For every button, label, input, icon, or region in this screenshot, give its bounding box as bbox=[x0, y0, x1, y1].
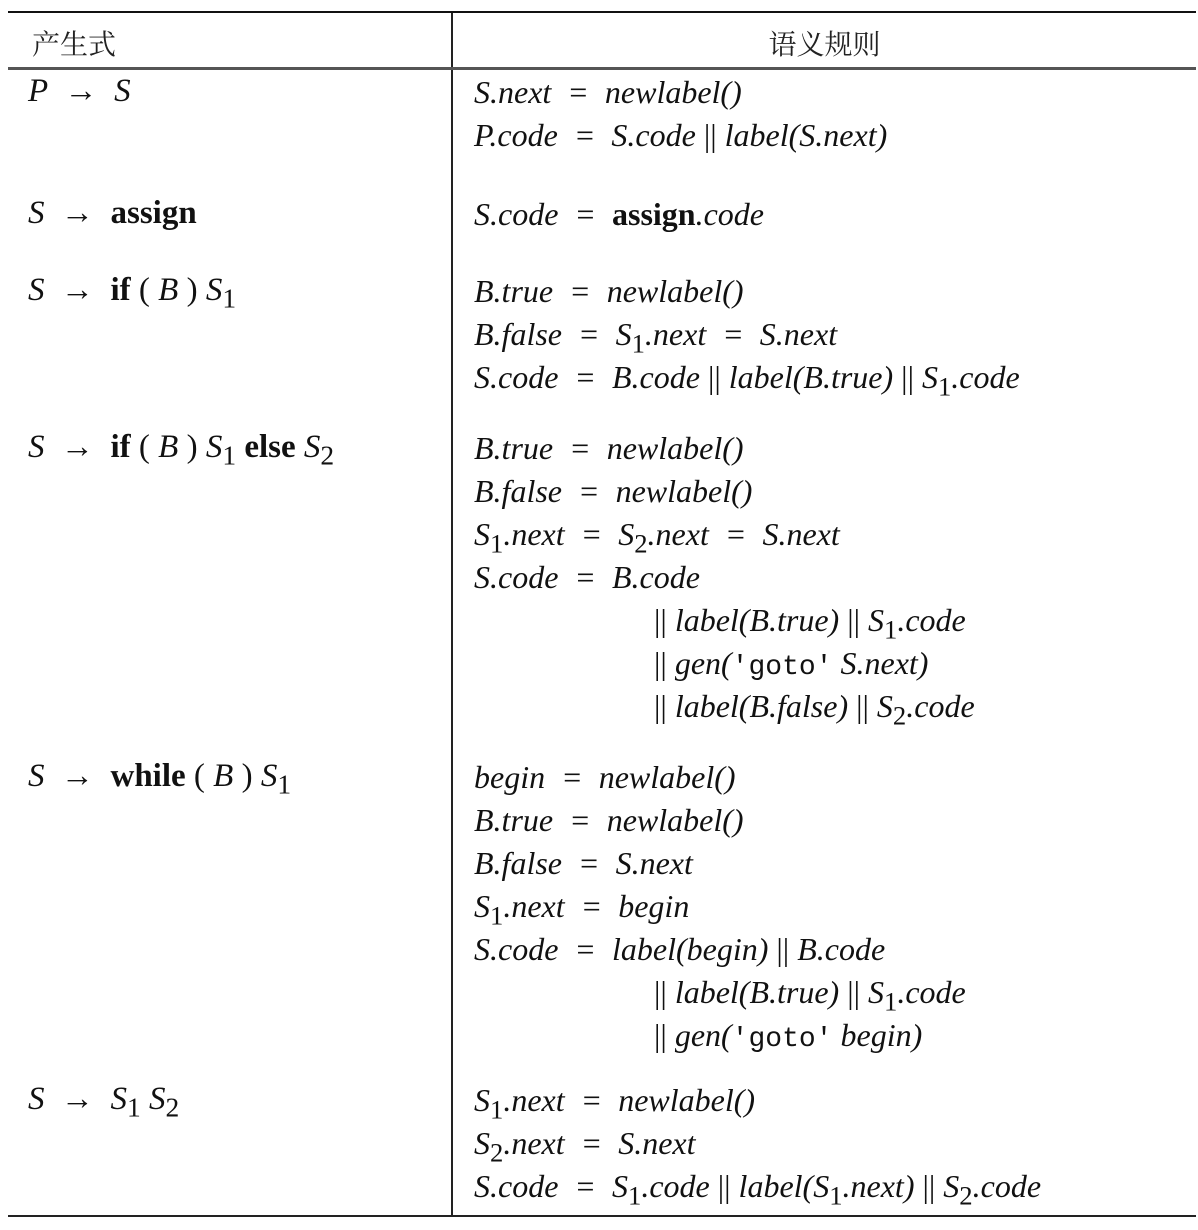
rule-line: S.code = label(begin) || B.code bbox=[474, 931, 886, 967]
production-s-if-else: S → if ( B ) $S_1$ else $S_2$ bbox=[28, 429, 335, 471]
sdd-table bbox=[8, 11, 1196, 1217]
rule-line: B.true = newlabel() bbox=[474, 430, 744, 466]
rule-line: S.code = assign.code bbox=[474, 196, 764, 232]
rule-line: begin = newlabel() bbox=[474, 759, 736, 795]
rule-line: $S_1.next$ = $S_2.next$ = S.next bbox=[474, 516, 840, 559]
rule-line: B.true = newlabel() bbox=[474, 273, 744, 309]
production-s-if: S → if ( B ) $S_1$ bbox=[28, 272, 237, 314]
rule-line: || gen('goto' begin) bbox=[654, 1017, 923, 1055]
rule-line: || label(B.true) || $S_1.code$ bbox=[654, 974, 966, 1017]
rule-line: P.code = S.code || label(S.next) bbox=[474, 117, 888, 153]
rule-line: B.false = S.next bbox=[474, 845, 693, 881]
production-p-s: P → S bbox=[28, 73, 131, 109]
production-s-while: S → while ( B ) $S_1$ bbox=[28, 758, 292, 800]
header-production: 产生式 bbox=[32, 28, 117, 61]
rule-line: S.code = B.code || label(B.true) || $S_1.code$ bbox=[474, 359, 1020, 402]
rule-line: S.code = B.code bbox=[474, 559, 700, 595]
rule-line: || gen('goto' S.next) bbox=[654, 645, 929, 683]
rule-line: $S_1.next$ = newlabel() bbox=[474, 1082, 756, 1125]
rule-line: B.false = $S_1.next$ = S.next bbox=[474, 316, 838, 359]
bottom-rule bbox=[8, 1215, 1196, 1217]
rule-line: B.true = newlabel() bbox=[474, 802, 744, 838]
rule-line: S.code = $S_1.code$ || $label(S_1.next)$ || $S_2.code$ bbox=[474, 1168, 1042, 1211]
column-divider bbox=[451, 13, 453, 1215]
header-semantic-rules: 语义规则 bbox=[768, 28, 881, 61]
rule-line: $S_2.next$ = S.next bbox=[474, 1125, 696, 1168]
production-s-seq: $S \to S_1$ $S_2$ bbox=[28, 1081, 180, 1123]
top-rule bbox=[8, 11, 1196, 13]
rule-line: || label(B.false) || $S_2.code$ bbox=[654, 688, 975, 731]
rule-line: S.next = newlabel() bbox=[474, 74, 742, 110]
rule-line: B.false = newlabel() bbox=[474, 473, 753, 509]
rule-line: || label(B.true) || $S_1.code$ bbox=[654, 602, 966, 645]
production-s-assign: S → assign bbox=[28, 195, 197, 231]
rule-line: $S_1.next$ = begin bbox=[474, 888, 690, 931]
header-rule bbox=[8, 67, 1196, 70]
